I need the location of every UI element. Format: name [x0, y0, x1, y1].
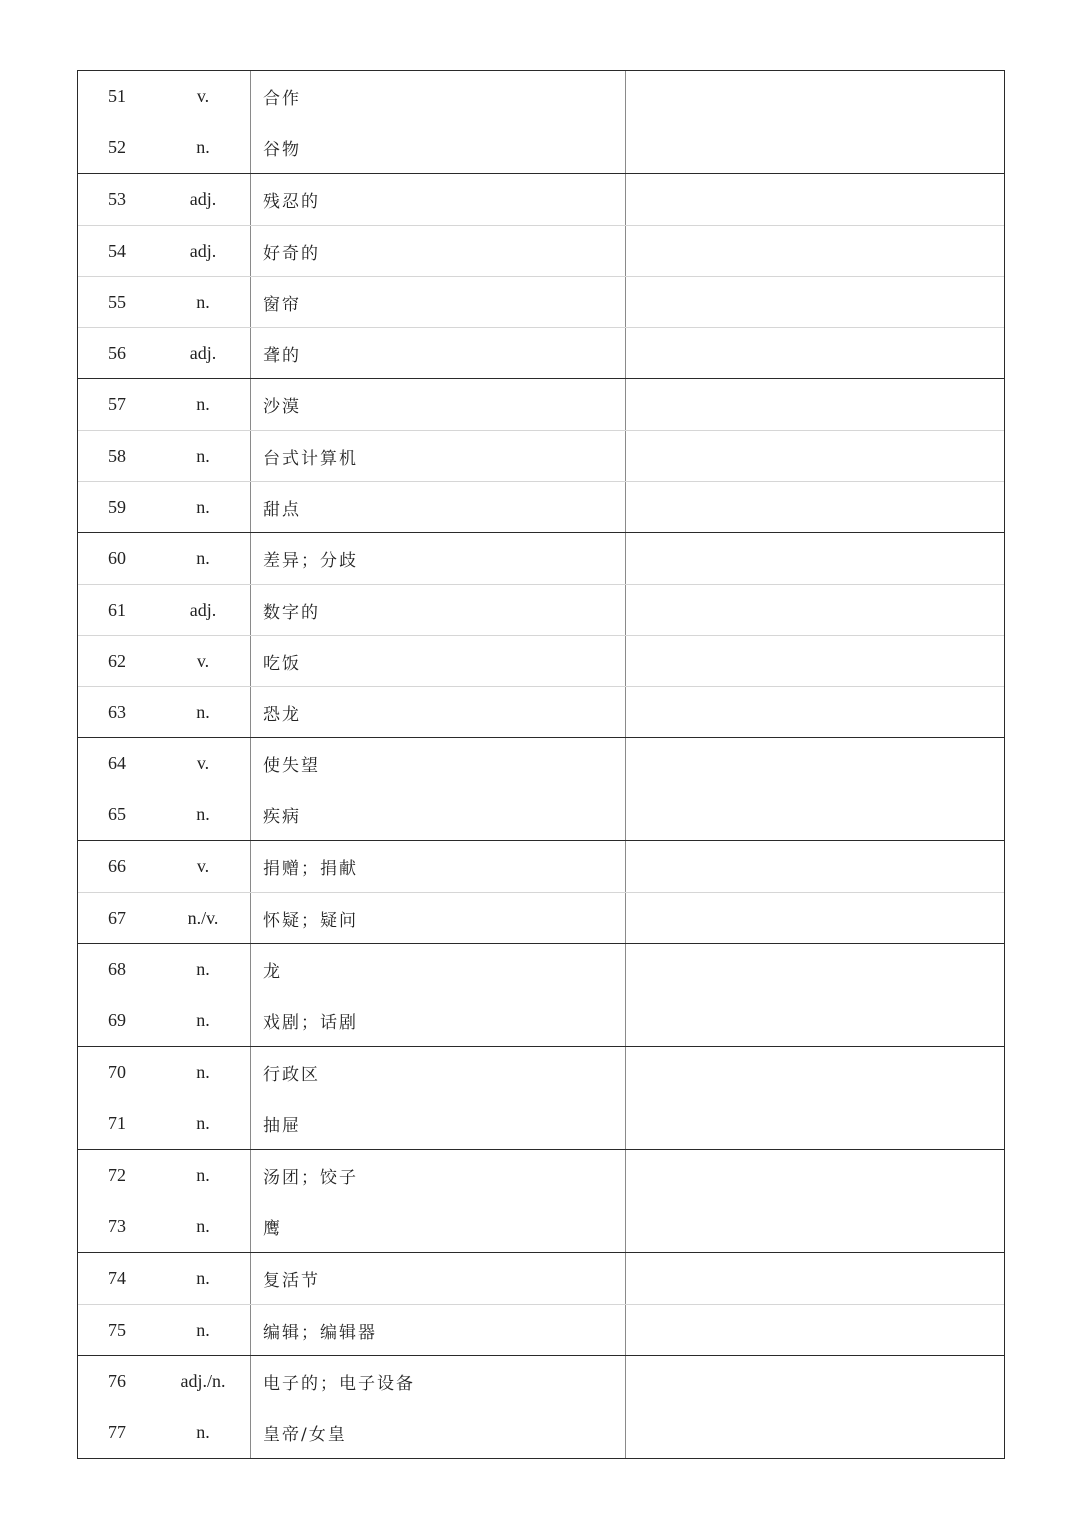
table-row [78, 122, 1004, 173]
chinese-meaning: 数字的 [251, 585, 626, 635]
row-group [78, 738, 1004, 841]
chinese-meaning: 沙漠 [251, 379, 626, 430]
english-word-blank[interactable] [626, 1150, 1004, 1201]
row-number: 71 [108, 1113, 126, 1133]
part-of-speech: n. [156, 1098, 251, 1149]
part-of-speech: adj./n. [156, 1356, 251, 1407]
part-of-speech: v. [156, 636, 251, 686]
row-group [78, 174, 1004, 379]
english-word-blank[interactable] [626, 789, 1004, 840]
table-row [78, 789, 1004, 840]
chinese-meaning: 甜点 [251, 482, 626, 532]
row-number: 52 [108, 137, 126, 157]
part-of-speech: n. [156, 1253, 251, 1304]
part-of-speech: v. [156, 71, 251, 122]
row-group [78, 71, 1004, 174]
row-number: 74 [108, 1268, 126, 1288]
row-number: 61 [108, 599, 126, 620]
row-number: 59 [108, 496, 126, 517]
row-group [78, 841, 1004, 944]
row-number: 62 [108, 650, 126, 671]
english-word-blank[interactable] [626, 687, 1004, 737]
row-number: 75 [108, 1319, 126, 1340]
english-word-blank[interactable] [626, 174, 1004, 225]
table-row [78, 1253, 1004, 1304]
table-row [78, 892, 1004, 943]
chinese-meaning: 使失望 [251, 738, 626, 789]
part-of-speech: n. [156, 1150, 251, 1201]
table-row [78, 841, 1004, 892]
part-of-speech: n. [156, 431, 251, 481]
part-of-speech: n. [156, 789, 251, 840]
table-row [78, 1201, 1004, 1252]
chinese-meaning: 疾病 [251, 789, 626, 840]
row-number: 76 [108, 1371, 126, 1391]
row-number: 51 [108, 86, 126, 106]
chinese-meaning: 恐龙 [251, 687, 626, 737]
chinese-meaning: 复活节 [251, 1253, 626, 1304]
row-number: 72 [108, 1165, 126, 1185]
english-word-blank[interactable] [626, 738, 1004, 789]
row-number: 54 [108, 240, 126, 261]
chinese-meaning: 谷物 [251, 122, 626, 173]
chinese-meaning: 捐赠；捐献 [251, 841, 626, 892]
table-row [78, 481, 1004, 532]
row-number: 64 [108, 753, 126, 773]
english-word-blank[interactable] [626, 636, 1004, 686]
chinese-meaning: 差异；分歧 [251, 533, 626, 584]
english-word-blank[interactable] [626, 71, 1004, 122]
part-of-speech: n. [156, 944, 251, 995]
table-row [78, 738, 1004, 789]
part-of-speech: n. [156, 1305, 251, 1355]
table-row [78, 635, 1004, 686]
english-word-blank[interactable] [626, 277, 1004, 327]
chinese-meaning: 汤团；饺子 [251, 1150, 626, 1201]
row-number: 67 [108, 907, 126, 928]
english-word-blank[interactable] [626, 226, 1004, 276]
table-row [78, 71, 1004, 122]
row-group [78, 533, 1004, 738]
chinese-meaning: 鹰 [251, 1201, 626, 1252]
chinese-meaning: 聋的 [251, 328, 626, 378]
table-row [78, 1150, 1004, 1201]
table-row [78, 1304, 1004, 1355]
part-of-speech: adj. [156, 174, 251, 225]
table-row [78, 995, 1004, 1046]
english-word-blank[interactable] [626, 1098, 1004, 1149]
english-word-blank[interactable] [626, 431, 1004, 481]
row-number: 73 [108, 1216, 126, 1236]
part-of-speech: n. [156, 1407, 251, 1458]
part-of-speech: v. [156, 841, 251, 892]
table-row [78, 686, 1004, 737]
row-number: 77 [108, 1422, 126, 1442]
chinese-meaning: 编辑；编辑器 [251, 1305, 626, 1355]
row-number: 55 [108, 291, 126, 312]
row-number: 66 [108, 856, 126, 876]
row-number: 70 [108, 1062, 126, 1082]
row-number: 57 [108, 394, 126, 414]
chinese-meaning: 合作 [251, 71, 626, 122]
table-row [78, 533, 1004, 584]
english-word-blank[interactable] [626, 482, 1004, 532]
chinese-meaning: 台式计算机 [251, 431, 626, 481]
table-row [78, 1407, 1004, 1458]
part-of-speech: n. [156, 1047, 251, 1098]
part-of-speech: n. [156, 482, 251, 532]
row-number: 53 [108, 189, 126, 209]
part-of-speech: adj. [156, 328, 251, 378]
chinese-meaning: 残忍的 [251, 174, 626, 225]
part-of-speech: n. [156, 277, 251, 327]
table-row [78, 944, 1004, 995]
english-word-blank[interactable] [626, 1407, 1004, 1458]
part-of-speech: n. [156, 533, 251, 584]
english-word-blank[interactable] [626, 585, 1004, 635]
chinese-meaning: 抽屉 [251, 1098, 626, 1149]
english-word-blank[interactable] [626, 841, 1004, 892]
english-word-blank[interactable] [626, 944, 1004, 995]
part-of-speech: v. [156, 738, 251, 789]
row-group [78, 944, 1004, 1047]
english-word-blank[interactable] [626, 379, 1004, 430]
row-group [78, 379, 1004, 533]
english-word-blank[interactable] [626, 1356, 1004, 1407]
part-of-speech: adj. [156, 585, 251, 635]
row-group [78, 1356, 1004, 1459]
row-group [78, 1253, 1004, 1356]
row-number: 63 [108, 701, 126, 722]
table-row [78, 174, 1004, 225]
table-row [78, 430, 1004, 481]
part-of-speech: n. [156, 687, 251, 737]
chinese-meaning: 吃饭 [251, 636, 626, 686]
table-row [78, 1047, 1004, 1098]
table-row [78, 327, 1004, 378]
row-number: 60 [108, 548, 126, 568]
part-of-speech: n./v. [156, 893, 251, 943]
part-of-speech: n. [156, 122, 251, 173]
chinese-meaning: 皇帝/女皇 [251, 1407, 626, 1458]
english-word-blank[interactable] [626, 1305, 1004, 1355]
part-of-speech: n. [156, 995, 251, 1046]
english-word-blank[interactable] [626, 122, 1004, 173]
table-row [78, 584, 1004, 635]
vocabulary-table [77, 70, 1005, 1459]
row-number: 68 [108, 959, 126, 979]
english-word-blank[interactable] [626, 1047, 1004, 1098]
english-word-blank[interactable] [626, 328, 1004, 378]
table-row [78, 1356, 1004, 1407]
part-of-speech: adj. [156, 226, 251, 276]
part-of-speech: n. [156, 1201, 251, 1252]
english-word-blank[interactable] [626, 995, 1004, 1046]
english-word-blank[interactable] [626, 893, 1004, 943]
part-of-speech: n. [156, 379, 251, 430]
table-row [78, 276, 1004, 327]
chinese-meaning: 窗帘 [251, 277, 626, 327]
row-number: 69 [108, 1010, 126, 1030]
english-word-blank[interactable] [626, 1253, 1004, 1304]
table-row [78, 225, 1004, 276]
row-number: 65 [108, 804, 126, 824]
english-word-blank[interactable] [626, 1201, 1004, 1252]
row-number: 58 [108, 445, 126, 466]
table-row [78, 1098, 1004, 1149]
chinese-meaning: 电子的；电子设备 [251, 1356, 626, 1407]
chinese-meaning: 好奇的 [251, 226, 626, 276]
chinese-meaning: 怀疑；疑问 [251, 893, 626, 943]
row-group [78, 1047, 1004, 1150]
chinese-meaning: 龙 [251, 944, 626, 995]
chinese-meaning: 戏剧；话剧 [251, 995, 626, 1046]
english-word-blank[interactable] [626, 533, 1004, 584]
row-group [78, 1150, 1004, 1253]
chinese-meaning: 行政区 [251, 1047, 626, 1098]
row-number: 56 [108, 342, 126, 363]
table-row [78, 379, 1004, 430]
